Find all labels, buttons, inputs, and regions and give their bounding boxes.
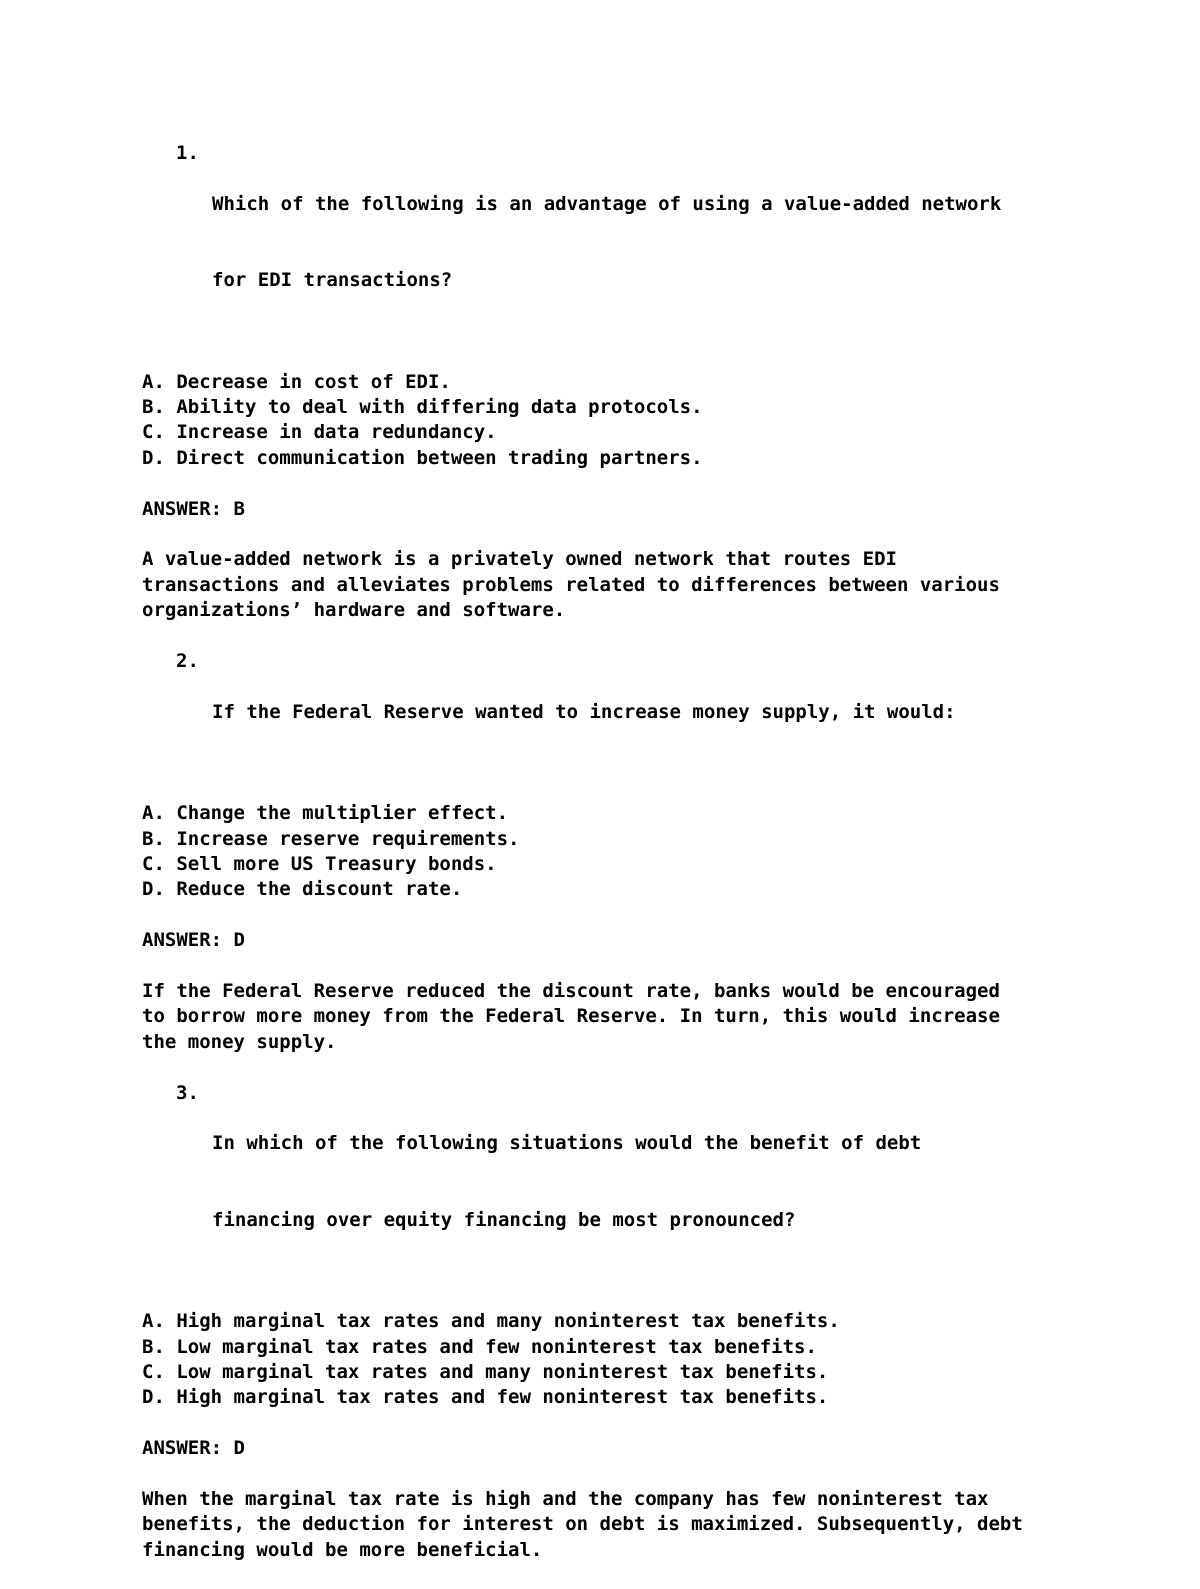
question-line: Which of the following is an advantage of using a value-added network <box>212 192 1002 215</box>
explanation-line: benefits, the deduction for interest on debt is maximized. Subsequently, debt <box>142 1513 1023 1536</box>
question-text <box>212 649 956 776</box>
question-block-2 <box>142 649 1142 1055</box>
option-c: C. Low marginal tax rates and many noninterest tax benefits. <box>142 1361 829 1383</box>
question-text <box>212 1081 921 1284</box>
option-d: D. Reduce the discount rate. <box>142 878 463 901</box>
option-a: A. Change the multiplier effect. <box>142 802 509 825</box>
options-list <box>142 1309 1142 1411</box>
explanation <box>142 979 1142 1055</box>
question-1 <box>176 141 1142 344</box>
options-list <box>142 370 1142 472</box>
option-d: D. Direct communication between trading partners. <box>142 446 703 469</box>
explanation <box>142 1487 1142 1563</box>
explanation <box>142 547 1142 623</box>
explanation-line: When the marginal tax rate is high and the company has few noninterest tax <box>142 1487 989 1510</box>
question-line: financing over equity financing be most pronounced? <box>212 1208 796 1231</box>
explanation-line: If the Federal Reserve reduced the discount rate, banks would be encouraged <box>142 980 1000 1003</box>
question-line: In which of the following situations would the benefit of debt <box>212 1132 922 1155</box>
explanation-line: A value-added network is a privately owned network that routes EDI <box>142 548 897 571</box>
answer <box>142 497 1142 522</box>
question-block-1 <box>142 141 1142 624</box>
question-block-3 <box>142 1081 1142 1564</box>
explanation-line: financing would be more beneficial. <box>142 1538 543 1561</box>
question-number: 3. <box>176 1081 199 1104</box>
option-a: A. High marginal tax rates and many noninterest tax benefits. <box>142 1310 840 1333</box>
explanation-line: organizations’ hardware and software. <box>142 599 566 622</box>
option-a: A. Decrease in cost of EDI. <box>142 370 451 393</box>
option-b: B. Increase reserve requirements. <box>142 827 520 850</box>
question-line: If the Federal Reserve wanted to increase money supply, it would: <box>212 700 956 723</box>
question-3 <box>176 1081 1142 1284</box>
answer-text: ANSWER: D <box>142 929 245 952</box>
options-list <box>142 801 1142 903</box>
answer-text: ANSWER: D <box>142 1437 245 1460</box>
answer <box>142 928 1142 953</box>
option-b: B. Ability to deal with differing data protocols. <box>142 396 703 418</box>
document-page <box>142 141 1142 1589</box>
explanation-line: to borrow more money from the Federal Reserve. In turn, this would increase <box>142 1005 1000 1028</box>
option-d: D. High marginal tax rates and few noninterest tax benefits. <box>142 1386 829 1409</box>
answer <box>142 1436 1142 1461</box>
answer-text: ANSWER: B <box>142 497 245 520</box>
option-c: C. Sell more US Treasury bonds. <box>142 853 497 876</box>
question-text <box>212 141 1001 344</box>
explanation-line: transactions and alleviates problems related to differences between various <box>142 573 1000 596</box>
question-line: for EDI transactions? <box>212 269 453 292</box>
question-2 <box>176 649 1142 776</box>
question-number: 1. <box>176 142 199 164</box>
question-number: 2. <box>176 649 199 672</box>
explanation-line: the money supply. <box>142 1030 337 1053</box>
option-b: B. Low marginal tax rates and few noninterest tax benefits. <box>142 1335 817 1358</box>
option-c: C. Increase in data redundancy. <box>142 421 497 444</box>
